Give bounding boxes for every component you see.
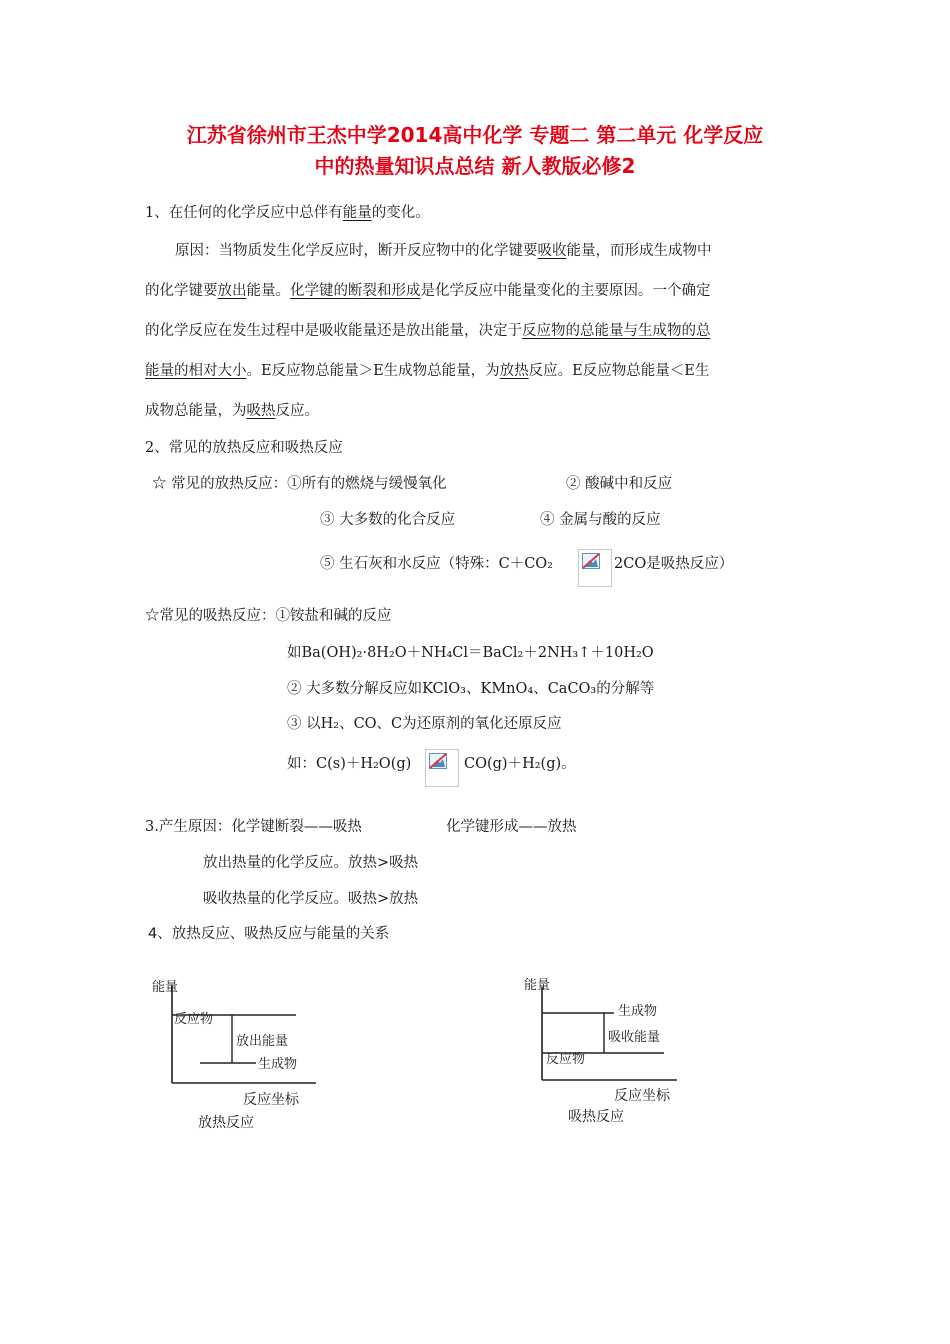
exothermic-energy-diagram	[148, 975, 318, 1090]
exothermic-item-2: ② 酸碱中和反应	[566, 476, 673, 492]
endothermic-item-1: ☆常见的吸热反应：①铵盐和碱的反应	[145, 608, 392, 624]
underlined-term: 放热	[499, 363, 529, 379]
reactant-label: 反应物	[174, 1012, 214, 1027]
text: 反应。E反应物总能量＜E生	[528, 363, 710, 379]
section-1-heading	[145, 203, 430, 223]
text: 。E反应物总能量＞E生成物总能量，为	[246, 363, 500, 379]
underlined-term: 化学键的断裂和形成	[290, 283, 421, 299]
exothermic-item-3: ③ 大多数的化合反应	[320, 512, 456, 528]
x-axis-label: 反应坐标	[243, 1092, 299, 1108]
endothermic-item-3: ③ 以H₂、CO、C为还原剂的氧化还原反应	[287, 716, 562, 732]
text: 1、在任何的化学反应中总伴有	[145, 205, 343, 221]
section-3-line-2: 放出热量的化学反应。放热>吸热	[203, 855, 419, 871]
reactant-label: 反应物	[546, 1052, 586, 1067]
y-axis-label: 能量	[524, 978, 551, 993]
section-3-line-1a: 3.产生原因：化学键断裂——吸热	[145, 819, 362, 835]
broken-image-icon	[425, 749, 459, 787]
energy-label: 吸收能量	[608, 1030, 661, 1045]
underlined-term: 反应物的总能量与生成物的总	[522, 323, 711, 339]
text: 原因：当物质发生化学反应时，断开反应物中的化学键要	[175, 243, 538, 259]
text: 成物总能量，为	[145, 403, 247, 419]
section-3-line-1b: 化学键形成——放热	[446, 819, 577, 835]
broken-image-icon	[578, 549, 612, 587]
exothermic-item-5b: 2CO是吸热反应）	[614, 556, 734, 572]
underlined-term: 能量的相对大小	[145, 363, 247, 379]
x-axis-label: 反应坐标	[614, 1088, 670, 1104]
text: 是化学反应中能量变化的主要原因。一个确定	[420, 283, 711, 299]
underlined-term: 吸收	[537, 243, 567, 259]
section-1-line-2	[145, 281, 711, 301]
endothermic-item-2: ② 大多数分解反应如KClO₃、KMnO₄、CaCO₃的分解等	[287, 681, 655, 697]
text: 反应。	[275, 403, 319, 419]
text: 能量，而形成生成物中	[566, 243, 712, 259]
exothermic-item-5a: ⑤ 生石灰和水反应（特殊：C＋CO₂	[320, 556, 553, 572]
section-4-heading: 4、放热反应、吸热反应与能量的关系	[148, 926, 390, 942]
energy-label: 放出能量	[236, 1034, 289, 1049]
endothermic-caption: 吸热反应	[568, 1109, 624, 1125]
exothermic-item-4: ④ 金属与酸的反应	[540, 512, 661, 528]
y-axis-label: 能量	[152, 980, 179, 995]
document-title-line-2: 中的热量知识点总结 新人教版必修2	[314, 154, 636, 178]
section-1-line-1	[175, 241, 712, 261]
underlined-term: 能量	[342, 205, 372, 221]
document-title-line-1: 江苏省徐州市王杰中学2014高中化学 专题二 第二单元 化学反应	[186, 123, 764, 147]
endothermic-equation-1: 如Ba(OH)₂·8H₂O＋NH₄Cl＝BaCl₂＋2NH₃↑＋10H₂O	[287, 645, 654, 661]
product-label: 生成物	[258, 1057, 298, 1072]
text: 能量。	[246, 283, 290, 299]
text: 的化学键要	[145, 283, 218, 299]
product-label: 生成物	[618, 1004, 658, 1019]
section-3-line-3: 吸收热量的化学反应。吸热>放热	[203, 891, 419, 907]
underlined-term: 吸热	[246, 403, 276, 419]
exothermic-item-1: ☆ 常见的放热反应：①所有的燃烧与缓慢氧化	[152, 476, 447, 492]
endothermic-equation-2b: CO(g)＋H₂(g)。	[464, 756, 576, 772]
endothermic-energy-diagram	[522, 975, 682, 1085]
exothermic-caption: 放热反应	[198, 1115, 254, 1131]
section-2-heading: 2、常见的放热反应和吸热反应	[145, 440, 343, 456]
section-1-line-4	[145, 361, 709, 381]
section-1-line-5	[145, 401, 319, 421]
text: 的变化。	[371, 205, 430, 221]
section-1-line-3	[145, 321, 711, 341]
underlined-term: 放出	[217, 283, 247, 299]
endothermic-equation-2a: 如：C(s)＋H₂O(g)	[287, 756, 412, 772]
text: 的化学反应在发生过程中是吸收能量还是放出能量，决定于	[145, 323, 522, 339]
